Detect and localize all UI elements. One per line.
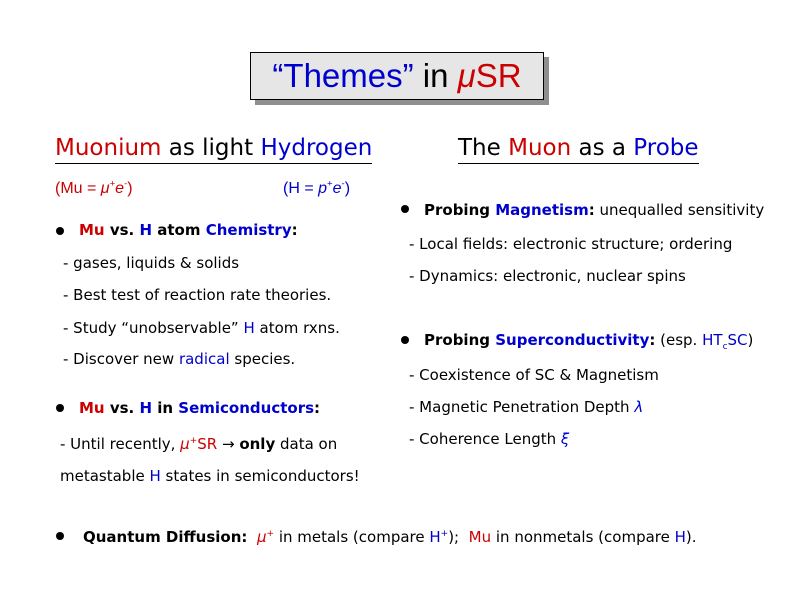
title-box [250, 52, 544, 100]
left-sub-item: metastable H states in semiconductors! [60, 467, 360, 485]
right-heading: The Muon as a Probe [458, 135, 699, 164]
right-sub-item: - Coherence Length ξ [409, 430, 570, 448]
left-bullet-semiconductors: Mu vs. H in Semiconductors: [79, 399, 321, 417]
muonium-definition: (Mu = μ+e-) [55, 178, 133, 197]
left-sub-item: - Study “unobservable” H atom rxns. [63, 319, 340, 337]
bullet-icon [401, 336, 409, 344]
bullet-icon [56, 404, 64, 412]
left-sub-item: - Best test of reaction rate theories. [63, 286, 332, 304]
bullet-icon [56, 532, 64, 540]
right-sub-item: - Dynamics: electronic, nuclear spins [409, 267, 686, 285]
right-sub-item: - Coexistence of SC & Magnetism [409, 366, 659, 384]
left-sub-item: - Until recently, μ+SR → only data on [60, 435, 338, 453]
bullet-icon [56, 227, 64, 235]
right-sub-item: - Local fields: electronic structure; ordering [409, 235, 733, 253]
right-bullet-superconductivity: Probing Superconductivity: (esp. $HT_cSC$) [424, 331, 754, 352]
left-bullet-chemistry: Mu vs. H atom Chemistry: [79, 221, 298, 239]
left-sub-item: - gases, liquids & solids [63, 254, 240, 272]
left-heading: Muonium as light Hydrogen [55, 135, 372, 164]
right-sub-item: - Magnetic Penetration Depth λ [409, 398, 644, 416]
left-sub-item: - Discover new radical species. [63, 350, 296, 368]
hydrogen-definition: (H = p+e-) [283, 178, 351, 197]
bottom-bullet-quantum-diffusion: Quantum Diffusion: μ+ in metals (compare H+); Mu in nonmetals (compare H). [83, 528, 697, 546]
slide-title: “Themes” in μSR [272, 57, 522, 94]
bullet-icon [401, 205, 409, 213]
right-bullet-magnetism: Probing Magnetism: unequalled sensitivity [424, 201, 765, 219]
